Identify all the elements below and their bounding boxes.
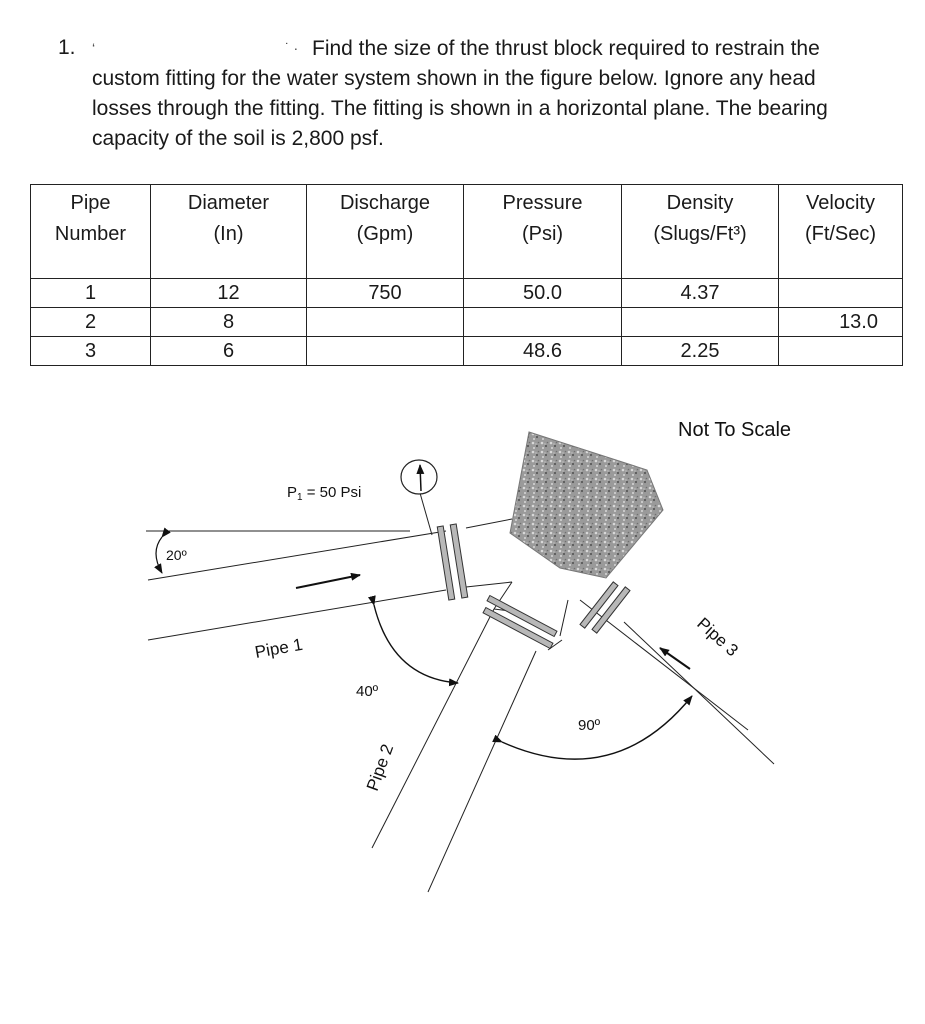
problem-text-line-2: custom fitting for the water system shown in the figure below. Ignore any head xyxy=(92,67,816,90)
header-discharge: Discharge (Gpm) xyxy=(307,185,464,279)
pipe-data-table xyxy=(30,184,903,366)
cell: 8 xyxy=(151,308,307,337)
problem-text-line-3: losses through the fitting. The fitting is shown in a horizontal plane. The bearing xyxy=(92,97,828,120)
scan-mark: ‘ xyxy=(92,40,96,56)
table-row xyxy=(31,337,903,366)
cell: 50.0 xyxy=(464,279,622,308)
pipe-1-flange xyxy=(437,524,468,600)
cell: 13.0 xyxy=(779,308,903,337)
cell: 12 xyxy=(151,279,307,308)
cell: 2 xyxy=(31,308,151,337)
angle-90-label: 90º xyxy=(578,717,601,734)
header-diameter: Diameter (In) xyxy=(151,185,307,279)
problem-text-line-1: Find the size of the thrust block required to restrain the xyxy=(312,37,820,60)
cell: 4.37 xyxy=(622,279,779,308)
thrust-block xyxy=(510,432,663,578)
cell: 2.25 xyxy=(622,337,779,366)
problem-statement xyxy=(0,0,925,160)
cell xyxy=(779,279,903,308)
cell xyxy=(622,308,779,337)
angle-40-arc xyxy=(374,605,458,683)
pressure-gauge-icon xyxy=(401,460,437,535)
angle-20-label: 20º xyxy=(166,547,187,563)
table-row xyxy=(31,279,903,308)
cell xyxy=(464,308,622,337)
header-velocity: Velocity (Ft/Sec) xyxy=(779,185,903,279)
pipe-3-label: Pipe 3 xyxy=(693,613,742,661)
pipe-2 xyxy=(372,609,536,892)
header-density: Density (Slugs/Ft³) xyxy=(622,185,779,279)
problem-text-line-4: capacity of the soil is 2,800 psf. xyxy=(92,127,384,150)
cell: 6 xyxy=(151,337,307,366)
cell xyxy=(307,308,464,337)
cell xyxy=(779,337,903,366)
cell: 750 xyxy=(307,279,464,308)
header-pressure: Pressure (Psi) xyxy=(464,185,622,279)
not-to-scale-label: Not To Scale xyxy=(678,419,792,441)
p1-label: $P_1 = 50$ Psi xyxy=(287,484,362,503)
scan-mark: ˙ · xyxy=(285,40,299,56)
problem-number: 1. xyxy=(58,36,76,59)
cell: 1 xyxy=(31,279,151,308)
pipe-1-label: Pipe 1 xyxy=(253,634,305,662)
cell xyxy=(307,337,464,366)
cell: 3 xyxy=(31,337,151,366)
angle-40-label: 40º xyxy=(356,683,379,700)
cell: 48.6 xyxy=(464,337,622,366)
pipe-2-label: Pipe 2 xyxy=(362,741,398,794)
pipe-3-flange xyxy=(580,582,630,633)
header-pipe-number: Pipe Number xyxy=(31,185,151,279)
angle-20-arc xyxy=(156,537,162,573)
table-row xyxy=(31,308,903,337)
pipe-2-flange xyxy=(483,596,557,649)
flow-arrow-pipe-1 xyxy=(296,575,360,588)
table-header-row xyxy=(31,185,903,279)
fitting-diagram xyxy=(0,380,925,1020)
